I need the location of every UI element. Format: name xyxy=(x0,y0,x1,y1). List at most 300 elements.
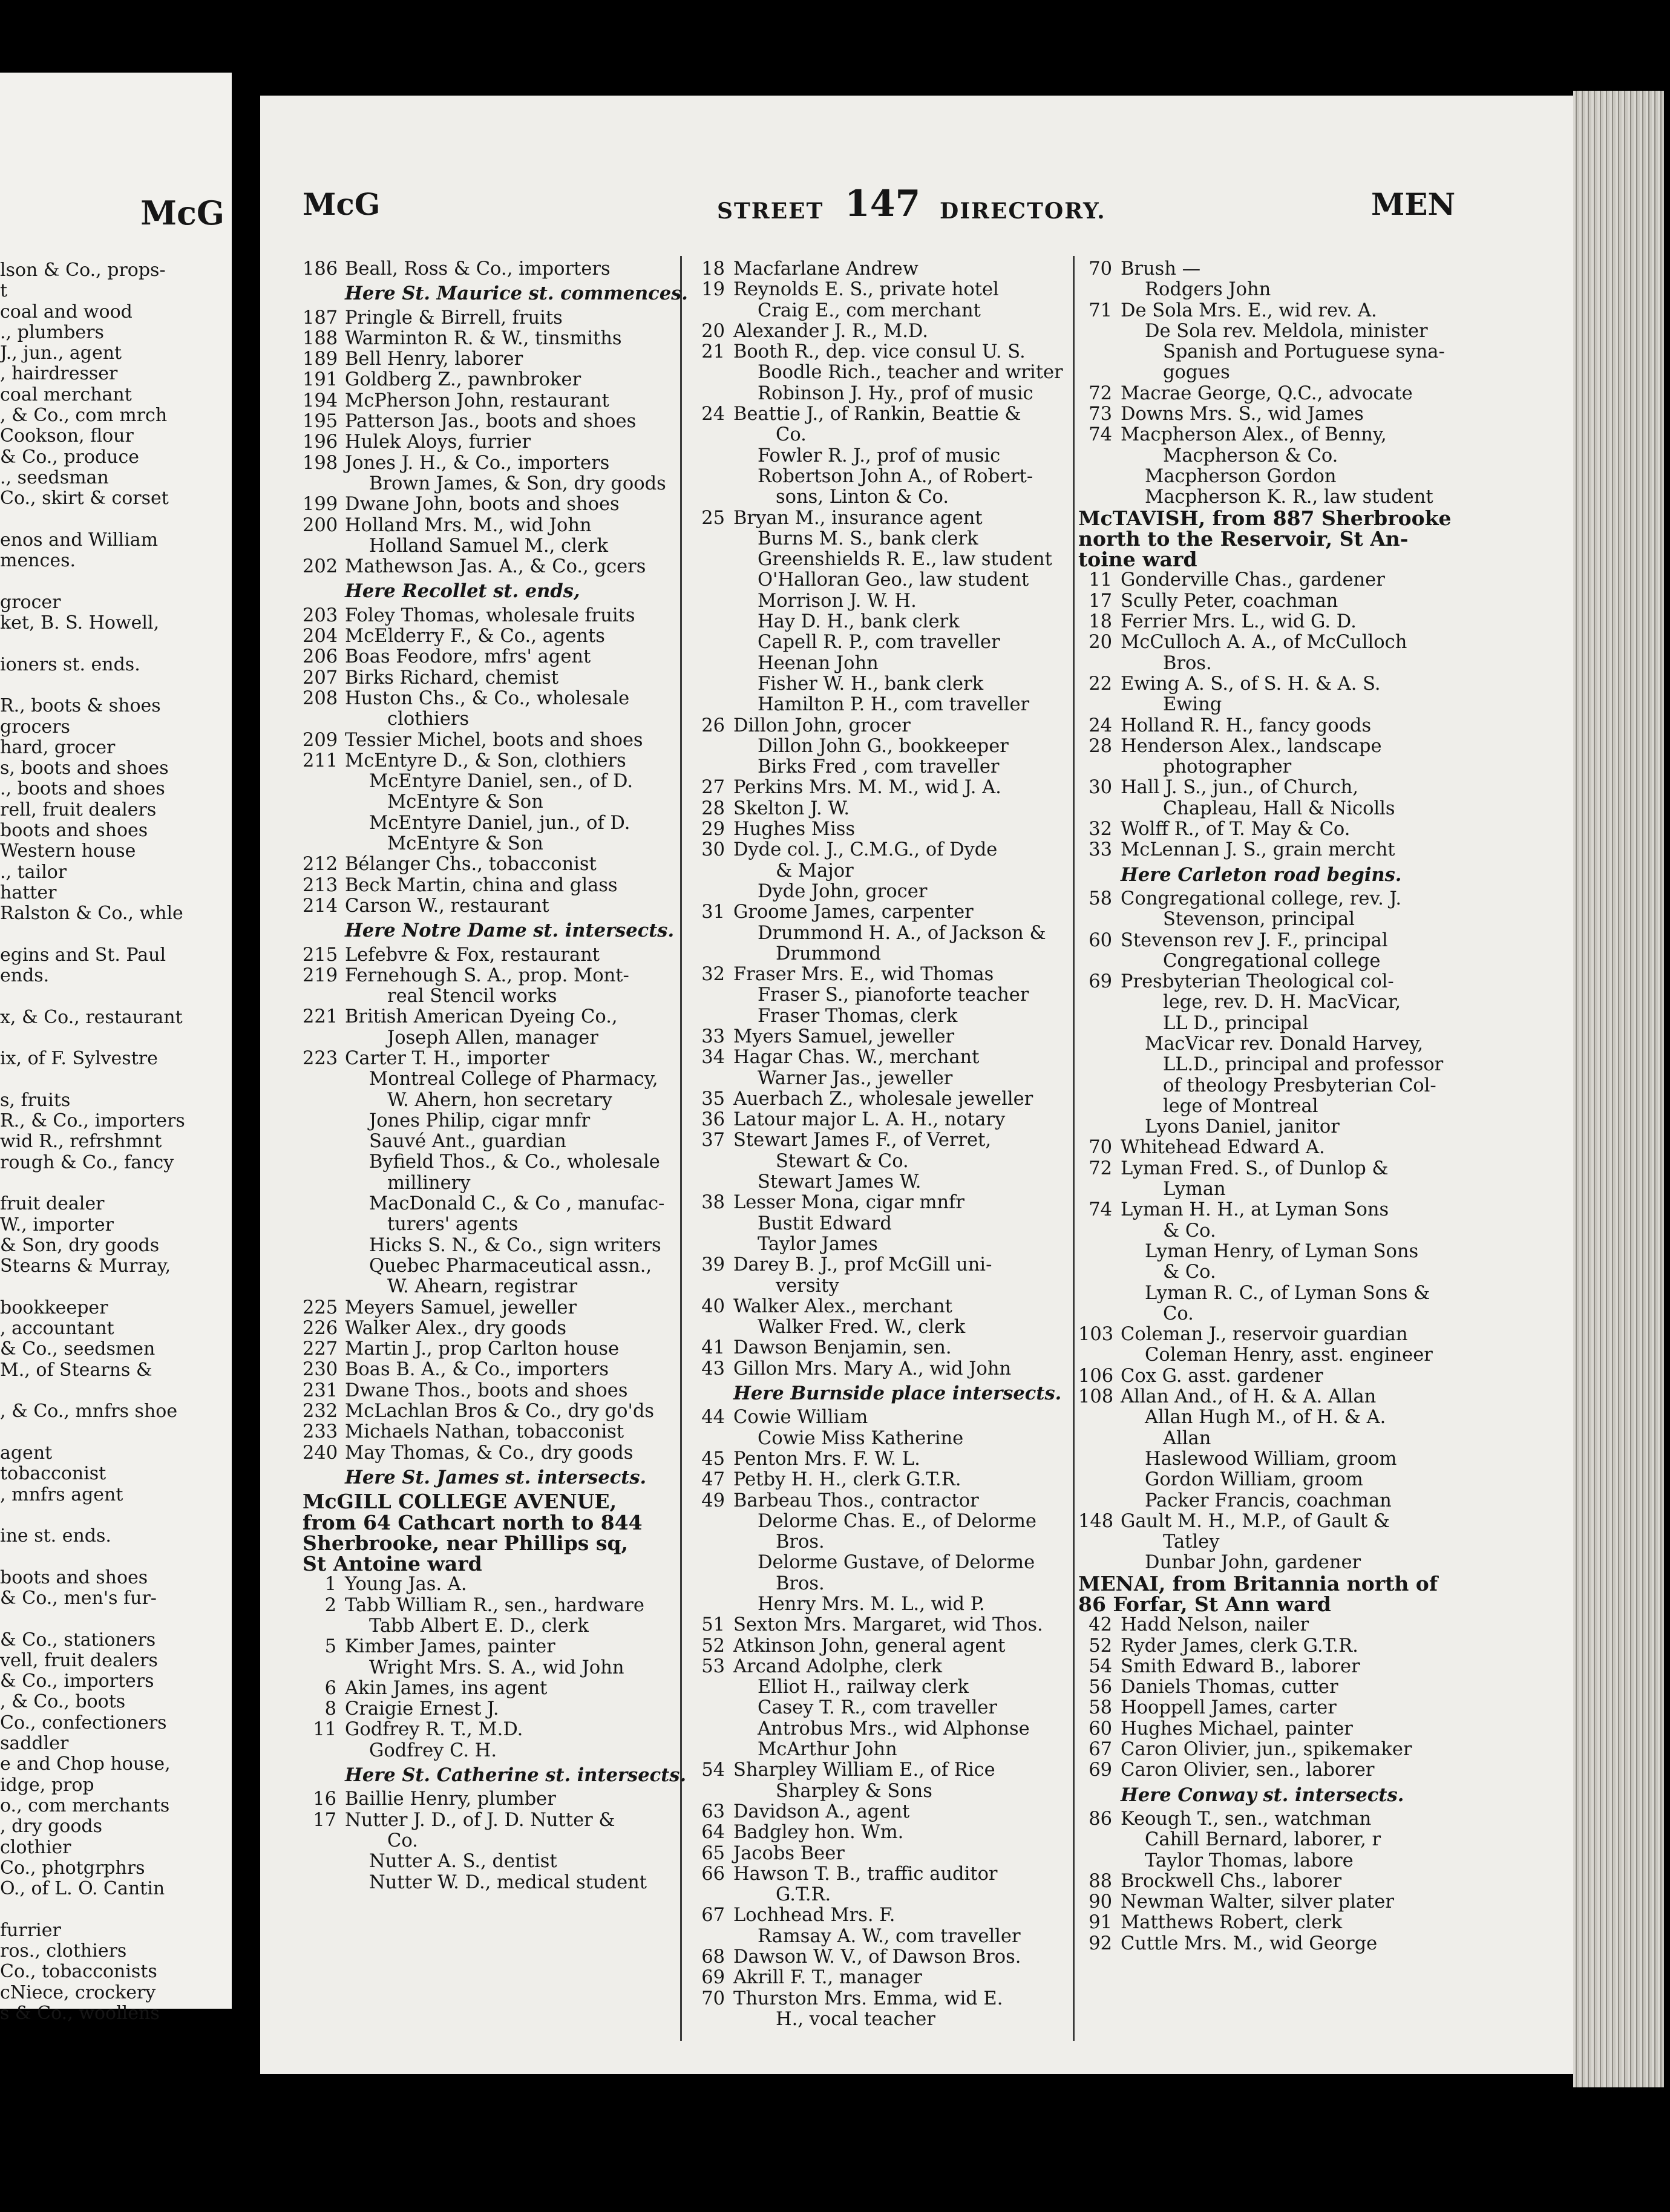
directory-entry xyxy=(1078,1677,1441,1698)
fragment-line xyxy=(0,571,227,592)
directory-entry xyxy=(691,902,1069,923)
directory-entry-continued: Gordon William, groom xyxy=(1145,1469,1363,1491)
street-number: 30 xyxy=(1089,777,1112,799)
fragment-line: egins and St. Paul xyxy=(0,944,166,966)
entry-wrap: Ewing xyxy=(1163,694,1222,716)
directory-entry-continued: Cahill Bernard, laborer, r xyxy=(1145,1829,1381,1851)
entry-text: Ewing A. S., of S. H. & A. S. xyxy=(1121,673,1381,695)
directory-entry-continued: Drummond H. A., of Jackson & xyxy=(758,922,1046,944)
street-number: 70 xyxy=(701,1988,725,2009)
directory-entry-continued: Bustit Edward xyxy=(758,1212,892,1234)
street-number: 54 xyxy=(1089,1655,1112,1677)
directory-entry-continued: Coleman Henry, asst. engineer xyxy=(1145,1344,1433,1366)
directory-entry xyxy=(1078,612,1441,632)
entry-text: Pringle & Birrell, fruits xyxy=(345,307,563,329)
directory-entry xyxy=(691,1407,1069,1428)
street-number: 22 xyxy=(1089,673,1112,695)
directory-entry xyxy=(303,1720,675,1740)
street-heading: McGILL COLLEGE AVENUE, xyxy=(303,1490,617,1514)
directory-entry xyxy=(1078,1137,1441,1158)
street-number: 24 xyxy=(1089,715,1112,736)
street-number: 71 xyxy=(1089,299,1112,321)
entry-wrap: of theology Presbyterian Col- xyxy=(1163,1075,1436,1096)
street-number: 70 xyxy=(1089,1137,1112,1159)
directory-entry xyxy=(303,626,675,647)
fragment-line: ine st. ends. xyxy=(0,1525,111,1547)
street-heading: McTAVISH, from 887 Sherbrooke xyxy=(1078,506,1452,530)
fragment-line: , & Co., mnfrs shoe xyxy=(0,1401,178,1422)
directory-entry xyxy=(691,259,1069,280)
street-number: 189 xyxy=(303,348,338,370)
directory-entry xyxy=(303,349,675,370)
directory-entry xyxy=(303,1637,675,1657)
street-number: 74 xyxy=(1089,424,1112,446)
fragment-line xyxy=(0,986,227,1007)
entry-wrap: Allan xyxy=(1163,1427,1211,1449)
entry-wrap: Co. xyxy=(387,1830,418,1851)
entry-wrap: & Major xyxy=(776,860,854,882)
directory-entry xyxy=(1078,1657,1441,1677)
entry-text: Cuttle Mrs. M., wid George xyxy=(1121,1932,1378,1954)
street-number: 37 xyxy=(701,1130,725,1151)
fragment-line: ., plumbers xyxy=(0,321,104,343)
street-number: 31 xyxy=(701,901,725,923)
entry-text: Dyde col. J., C.M.G., of Dyde xyxy=(733,839,998,861)
street-number: 69 xyxy=(1089,1759,1112,1781)
entry-wrap: McEntyre & Son xyxy=(387,791,543,813)
entry-text: Carson W., restaurant xyxy=(345,895,549,917)
entry-text: Dillon John, grocer xyxy=(733,715,911,736)
directory-entry-continued: Macpherson K. R., law student xyxy=(1145,486,1433,508)
fragment-line: Cookson, flour xyxy=(0,425,134,447)
entry-text: Tabb William R., sen., hardware xyxy=(345,1594,644,1616)
fragment-line: o., com merchants xyxy=(0,1795,170,1816)
street-number: 11 xyxy=(1089,569,1112,591)
fragment-line: ends. xyxy=(0,965,50,987)
directory-entry xyxy=(1078,1892,1441,1913)
directory-entry xyxy=(1078,1913,1441,1933)
fragment-line: hatter xyxy=(0,882,57,903)
street-heading: MENAI, from Britannia north of xyxy=(1078,1571,1438,1595)
directory-entry-continued: Walker Fred. W., clerk xyxy=(758,1317,966,1338)
street-number: 212 xyxy=(303,854,338,875)
directory-entry-continued: Taylor Thomas, labore xyxy=(1145,1850,1354,1871)
entry-text: Dawson W. V., of Dawson Bros. xyxy=(733,1946,1021,1968)
entry-text: De Sola Mrs. E., wid rev. A. xyxy=(1121,299,1377,321)
street-number: 56 xyxy=(1089,1677,1112,1698)
street-number: 33 xyxy=(1089,839,1112,861)
entry-text: Sharpley William E., of Rice xyxy=(733,1759,995,1781)
directory-entry xyxy=(1078,1159,1441,1179)
street-heading: St Antoine ward xyxy=(303,1552,482,1576)
directory-entry-continued: Stewart James W. xyxy=(758,1171,922,1193)
directory-entry-continued: Ramsay A. W., com traveller xyxy=(758,1925,1021,1947)
entry-wrap: W. Ahearn, registrar xyxy=(387,1276,578,1298)
entry-text: Baillie Henry, plumber xyxy=(345,1788,556,1810)
fragment-line xyxy=(0,924,227,945)
directory-entry xyxy=(1078,819,1441,840)
street-number: 68 xyxy=(701,1946,725,1968)
street-number: 28 xyxy=(701,797,725,819)
directory-entry xyxy=(1078,425,1441,445)
directory-entry-continued: Hicks S. N., & Co., sign writers xyxy=(369,1234,661,1256)
entry-text: Akin James, ins agent xyxy=(345,1677,548,1699)
entry-text: Fernehough S. A., prop. Mont- xyxy=(345,964,629,986)
directory-entry xyxy=(303,494,675,515)
street-number: 188 xyxy=(303,327,338,349)
street-number: 20 xyxy=(1089,632,1112,653)
directory-entry xyxy=(303,668,675,689)
directory-entry xyxy=(691,1947,1069,1968)
street-number: 70 xyxy=(1089,258,1112,280)
fragment-line xyxy=(0,509,227,530)
directory-entry xyxy=(691,1297,1069,1317)
directory-entry xyxy=(303,1810,675,1831)
directory-entry xyxy=(303,1595,675,1616)
directory-entry-continued: MacDonald C., & Co , manufac- xyxy=(369,1193,665,1215)
directory-entry xyxy=(691,964,1069,985)
directory-entry-continued: Robertson John A., of Robert- xyxy=(758,465,1033,487)
street-number: 208 xyxy=(303,687,338,709)
street-number: 230 xyxy=(303,1359,338,1381)
directory-entry xyxy=(691,777,1069,798)
street-number: 200 xyxy=(303,514,338,536)
entry-wrap: Congregational college xyxy=(1163,950,1381,972)
directory-entry-continued: Elliot H., railway clerk xyxy=(758,1677,969,1698)
directory-entry xyxy=(691,1905,1069,1926)
fragment-line xyxy=(0,1505,227,1526)
directory-entry-continued: Burns M. S., bank clerk xyxy=(758,528,978,549)
entry-text: Petby H. H., clerk G.T.R. xyxy=(733,1469,961,1491)
street-number: 103 xyxy=(1078,1324,1114,1346)
entry-wrap: & Co. xyxy=(1163,1261,1216,1283)
directory-entry-continued: McEntyre Daniel, sen., of D. xyxy=(369,771,634,793)
directory-entry-continued: De Sola rev. Meldola, minister xyxy=(1145,320,1428,342)
fragment-line: & Co., produce xyxy=(0,446,140,468)
previous-page-text xyxy=(0,260,227,2024)
street-number: 18 xyxy=(701,258,725,280)
street-number: 25 xyxy=(701,507,725,529)
section-note: Here St. James st. intersects. xyxy=(345,1466,647,1488)
entry-text: Keough T., sen., watchman xyxy=(1121,1808,1372,1830)
directory-entry xyxy=(303,896,675,917)
entry-text: Warminton R. & W., tinsmiths xyxy=(345,327,622,349)
directory-entry xyxy=(303,1298,675,1318)
directory-entry-continued: Dyde John, grocer xyxy=(758,880,928,902)
street-number: 44 xyxy=(701,1407,725,1428)
street-number: 24 xyxy=(701,404,725,425)
street-number: 38 xyxy=(701,1192,725,1214)
entry-text: Lefebvre & Fox, restaurant xyxy=(345,944,600,966)
directory-entry-continued: Dunbar John, gardener xyxy=(1145,1552,1361,1574)
street-number: 198 xyxy=(303,452,338,474)
street-number: 63 xyxy=(701,1801,725,1822)
directory-entry-continued: Rodgers John xyxy=(1145,279,1271,301)
entry-text: Akrill F. T., manager xyxy=(733,1967,922,1989)
directory-entry xyxy=(303,411,675,432)
fragment-line: enos and William xyxy=(0,529,159,551)
entry-text: Newman Walter, silver plater xyxy=(1121,1891,1394,1913)
directory-entry-continued: Birks Fred , com traveller xyxy=(758,756,1000,778)
fragment-line: coal and wood xyxy=(0,301,133,322)
directory-entry-continued: Nutter A. S., dentist xyxy=(369,1851,557,1873)
fragment-line xyxy=(0,1277,227,1298)
entry-wrap: millinery xyxy=(387,1172,471,1194)
directory-entry xyxy=(1078,632,1441,653)
fragment-line: , mnfrs agent xyxy=(0,1484,123,1505)
entry-text: Gault M. H., M.P., of Gault & xyxy=(1121,1510,1390,1532)
entry-wrap: Tatley xyxy=(1163,1531,1220,1553)
entry-text: Sexton Mrs. Margaret, wid Thos. xyxy=(733,1614,1043,1636)
entry-text: Ryder James, clerk G.T.R. xyxy=(1121,1635,1358,1657)
directory-entry-continued: Antrobus Mrs., wid Alphonse xyxy=(758,1718,1030,1739)
entry-wrap: turers' agents xyxy=(387,1214,519,1235)
street-heading: Sherbrooke, near Phillips sq, xyxy=(303,1531,629,1555)
street-number: 47 xyxy=(701,1469,725,1491)
entry-text: Skelton J. W. xyxy=(733,797,850,819)
entry-wrap: photographer xyxy=(1163,756,1292,778)
street-number: 92 xyxy=(1089,1932,1112,1954)
directory-entry xyxy=(691,1130,1069,1151)
directory-entry xyxy=(303,854,675,875)
street-number: 206 xyxy=(303,646,338,668)
directory-entry xyxy=(303,1381,675,1401)
fragment-line: J., jun., agent xyxy=(0,342,122,364)
directory-entry-continued: Capell R. P., com traveller xyxy=(758,632,1000,653)
street-number: 58 xyxy=(1089,888,1112,909)
fragment-line: Co., skirt & corset xyxy=(0,488,169,509)
fragment-line: e and Chop house, xyxy=(0,1753,171,1775)
street-number: 108 xyxy=(1078,1386,1114,1408)
street-number: 30 xyxy=(701,839,725,861)
entry-text: Auerbach Z., wholesale jeweller xyxy=(733,1088,1033,1110)
fragment-line xyxy=(0,1609,227,1629)
directory-entry-continued: Byfield Thos., & Co., wholesale xyxy=(369,1151,660,1173)
fragment-line: Co., confectioners xyxy=(0,1712,167,1733)
directory-entry-continued: Heenan John xyxy=(758,652,879,674)
fragment-line: Ralston & Co., whle xyxy=(0,903,183,924)
entry-text: Lesser Mona, cigar mnfr xyxy=(733,1192,964,1214)
directory-entry xyxy=(303,945,675,966)
entry-wrap: Co. xyxy=(1163,1303,1194,1324)
directory-entry xyxy=(303,370,675,390)
directory-entry-continued: Brown James, & Son, dry goods xyxy=(369,473,666,494)
street-number: 49 xyxy=(701,1490,725,1511)
street-heading: toine ward xyxy=(1078,548,1197,572)
entry-wrap: Joseph Allen, manager xyxy=(387,1027,598,1049)
street-number: 233 xyxy=(303,1421,338,1443)
directory-entry xyxy=(1078,1934,1441,1954)
fragment-line: O., of L. O. Cantin xyxy=(0,1878,165,1900)
entry-text: Reynolds E. S., private hotel xyxy=(733,279,999,301)
directory-entry xyxy=(691,404,1069,425)
entry-text: Darey B. J., prof McGill uni- xyxy=(733,1254,992,1276)
fragment-line xyxy=(0,1899,227,1920)
entry-text: Young Jas. A. xyxy=(345,1574,467,1595)
entry-text: Daniels Thomas, cutter xyxy=(1121,1677,1338,1698)
entry-text: Bell Henry, laborer xyxy=(345,348,523,370)
entry-wrap: Bros. xyxy=(1163,652,1212,674)
fragment-line: clothier xyxy=(0,1836,71,1858)
entry-text: Alexander J. R., M.D. xyxy=(733,320,928,342)
entry-text: Walker Alex., merchant xyxy=(733,1295,952,1317)
entry-text: Allan And., of H. & A. Allan xyxy=(1121,1386,1377,1408)
fragment-line: s, fruits xyxy=(0,1089,71,1111)
entry-text: Hughes Michael, painter xyxy=(1121,1718,1353,1739)
directory-entry-continued: Henry Mrs. M. L., wid P. xyxy=(758,1594,985,1615)
fragment-line: furrier xyxy=(0,1919,61,1941)
street-number: 215 xyxy=(303,944,338,966)
fragment-line: cNiece, crockery xyxy=(0,1981,156,2003)
directory-entry-continued: Craig E., com merchant xyxy=(758,299,981,321)
column-1 xyxy=(303,258,688,1893)
directory-entry-continued: Packer Francis, coachman xyxy=(1145,1490,1392,1511)
street-number: 73 xyxy=(1089,404,1112,425)
entry-wrap: versity xyxy=(776,1275,839,1297)
fragment-line xyxy=(0,1381,227,1401)
fragment-line: R., & Co., importers xyxy=(0,1110,185,1132)
fragment-line xyxy=(0,1070,227,1090)
directory-entry-continued: Taylor James xyxy=(758,1233,878,1255)
directory-entry-continued: Montreal College of Pharmacy, xyxy=(369,1068,658,1090)
directory-entry-continued: Delorme Chas. E., of Delorme xyxy=(758,1510,1036,1532)
entry-text: Huston Chs., & Co., wholesale xyxy=(345,687,630,709)
fragment-line: ., tailor xyxy=(0,861,67,883)
entry-text: Jacobs Beer xyxy=(733,1842,845,1864)
street-number: 194 xyxy=(303,390,338,411)
street-number: 66 xyxy=(701,1863,725,1885)
street-number: 1 xyxy=(324,1574,336,1595)
street-number: 227 xyxy=(303,1338,338,1360)
entry-wrap: Bros. xyxy=(776,1531,825,1553)
directory-entry-continued: Fisher W. H., bank clerk xyxy=(758,673,984,695)
street-number: 187 xyxy=(303,307,338,329)
entry-text: Gonderville Chas., gardener xyxy=(1121,569,1385,591)
entry-text: Craigie Ernest J. xyxy=(345,1698,499,1720)
entry-text: Hughes Miss xyxy=(733,819,856,840)
section-note: Here Burnside place intersects. xyxy=(733,1382,1062,1405)
directory-entry xyxy=(691,342,1069,362)
entry-text: Meyers Samuel, jeweller xyxy=(345,1297,577,1318)
street-number: 21 xyxy=(701,341,725,363)
directory-entry xyxy=(691,1844,1069,1864)
directory-entry-continued: Jones Philip, cigar mnfr xyxy=(369,1110,591,1131)
directory-entry-continued: Tabb Albert E. D., clerk xyxy=(369,1615,589,1637)
entry-wrap: McEntyre & Son xyxy=(387,833,543,855)
fragment-line: grocers xyxy=(0,716,70,738)
street-number: 221 xyxy=(303,1006,338,1028)
directory-entry xyxy=(303,1678,675,1699)
entry-text: Matthews Robert, clerk xyxy=(1121,1912,1343,1934)
entry-text: Bryan M., insurance agent xyxy=(733,507,983,529)
directory-entry-continued: Allan Hugh M., of H. & A. xyxy=(1145,1407,1386,1428)
directory-entry-continued: Fraser Thomas, clerk xyxy=(758,1005,958,1027)
directory-entry xyxy=(1078,1809,1441,1830)
directory-entry xyxy=(303,1443,675,1464)
section-note: Here Notre Dame st. intersects. xyxy=(345,920,675,942)
fragment-line: & Son, dry goods xyxy=(0,1234,160,1256)
directory-entry xyxy=(303,647,675,667)
entry-text: Hagar Chas. W., merchant xyxy=(733,1047,980,1068)
street-number: 106 xyxy=(1078,1365,1114,1387)
entry-text: Macpherson Alex., of Benny, xyxy=(1121,424,1387,446)
directory-entry xyxy=(303,308,675,329)
fragment-line: coal merchant xyxy=(0,384,132,405)
directory-entry xyxy=(1078,716,1441,736)
entry-text: Ferrier Mrs. L., wid G. D. xyxy=(1121,611,1357,633)
street-number: 54 xyxy=(701,1759,725,1781)
street-number: 17 xyxy=(1089,590,1112,612)
directory-entry xyxy=(691,1491,1069,1511)
directory-entry-continued: Lyons Daniel, janitor xyxy=(1145,1116,1340,1138)
entry-wrap: clothiers xyxy=(387,708,470,730)
header-street: STREET xyxy=(717,198,824,224)
street-number: 11 xyxy=(313,1719,336,1741)
directory-entry xyxy=(1078,384,1441,404)
fragment-line: ioners st. ends. xyxy=(0,653,140,675)
street-number: 69 xyxy=(701,1967,725,1989)
street-number: 19 xyxy=(701,279,725,301)
entry-text: May Thomas, & Co., dry goods xyxy=(345,1442,634,1464)
entry-text: McElderry F., & Co., agents xyxy=(345,626,605,647)
entry-text: Foley Thomas, wholesale fruits xyxy=(345,604,635,626)
directory-entry xyxy=(691,1338,1069,1358)
directory-entry xyxy=(303,875,675,896)
street-number: 39 xyxy=(701,1254,725,1276)
entry-wrap: Drummond xyxy=(776,943,882,964)
directory-entry xyxy=(303,1318,675,1339)
street-number: 67 xyxy=(1089,1739,1112,1761)
fragment-line: vell, fruit dealers xyxy=(0,1649,158,1671)
street-number: 226 xyxy=(303,1317,338,1339)
fragment-line: , hairdresser xyxy=(0,363,118,385)
header-directory: DIRECTORY. xyxy=(940,198,1106,224)
entry-wrap: W. Ahern, hon secretary xyxy=(387,1089,612,1111)
street-number: 41 xyxy=(701,1337,725,1359)
directory-entry xyxy=(1078,1511,1441,1532)
entry-text: Hawson T. B., traffic auditor xyxy=(733,1863,998,1885)
entry-text: Carter T. H., importer xyxy=(345,1047,549,1069)
street-number: 213 xyxy=(303,874,338,896)
street-number: 16 xyxy=(313,1788,336,1810)
fragment-line: s & Co., woollens xyxy=(0,2002,160,2024)
entry-text: Scully Peter, coachman xyxy=(1121,590,1338,612)
entry-wrap: LL D., principal xyxy=(1163,1012,1309,1034)
entry-wrap: lege, rev. D. H. MacVicar, xyxy=(1163,992,1401,1013)
street-number: 18 xyxy=(1089,611,1112,633)
fragment-line: ix, of F. Sylvestre xyxy=(0,1048,158,1070)
fragment-line xyxy=(0,1028,227,1049)
street-number: 40 xyxy=(701,1295,725,1317)
directory-entry xyxy=(1078,1366,1441,1387)
entry-text: Downs Mrs. S., wid James xyxy=(1121,404,1364,425)
directory-entry xyxy=(1078,1698,1441,1718)
fragment-line: Co., tobacconists xyxy=(0,1961,157,1983)
directory-entry-continued: O'Halloran Geo., law student xyxy=(758,569,1029,591)
fragment-line: rell, fruit dealers xyxy=(0,799,157,820)
directory-entry xyxy=(1078,1719,1441,1739)
entry-text: Lochhead Mrs. F. xyxy=(733,1905,896,1926)
directory-entry-continued: Boodle Rich., teacher and writer xyxy=(758,362,1063,384)
entry-wrap: sons, Linton & Co. xyxy=(776,486,949,508)
directory-entry xyxy=(691,1760,1069,1781)
directory-entry xyxy=(303,966,675,986)
fragment-line: ., seedsman xyxy=(0,466,109,488)
fragment-line: , & Co., boots xyxy=(0,1691,126,1713)
fragment-line: fruit dealer xyxy=(0,1193,105,1215)
directory-entry xyxy=(1078,840,1441,860)
directory-page xyxy=(260,96,1573,2074)
